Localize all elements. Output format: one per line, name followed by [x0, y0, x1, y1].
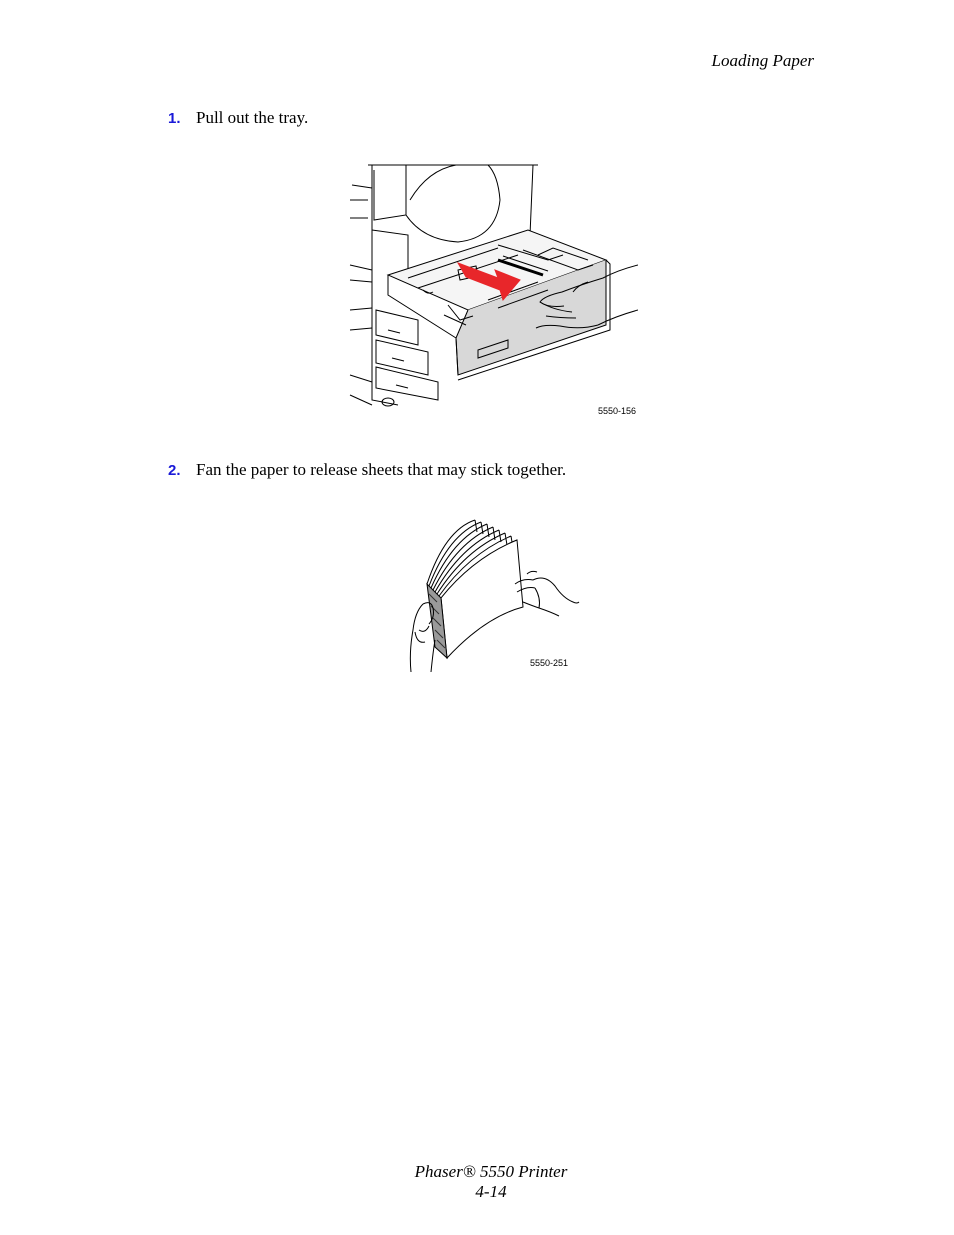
footer-page-number: 4-14	[475, 1182, 507, 1201]
page-footer	[377, 1162, 605, 1202]
step-2	[168, 459, 566, 482]
step-2-text: Fan the paper to release sheets that may stick together.	[196, 460, 567, 479]
running-header: Loading Paper	[711, 51, 814, 70]
step-1	[168, 107, 308, 130]
footer-product: Phaser® 5550 Printer	[414, 1162, 568, 1181]
figure-2-code: 5550-251	[530, 658, 569, 668]
pull-tray-illustration	[348, 160, 638, 416]
fan-paper-illustration	[405, 512, 585, 672]
figure-1-code: 5550-156	[598, 406, 637, 416]
step-1-text: Pull out the tray.	[196, 108, 309, 127]
step-1-number: 1.	[168, 110, 181, 127]
step-2-number: 2.	[168, 462, 181, 479]
